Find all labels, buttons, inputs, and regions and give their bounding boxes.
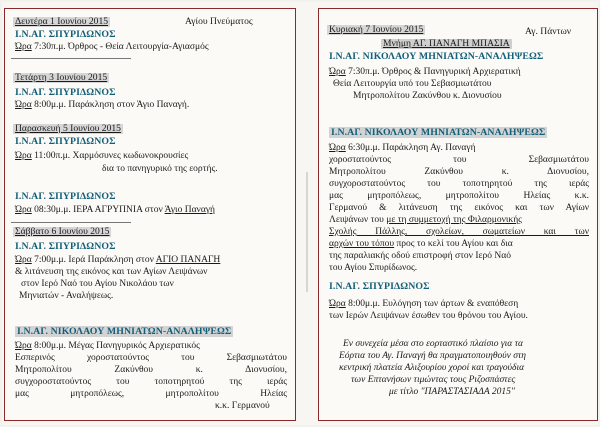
hour-label: Ώρα bbox=[329, 67, 346, 77]
schedule-line: Θεία Λειτουργία υπό του Σεβασμιωτάτου bbox=[333, 79, 492, 89]
hour-label: Ώρα bbox=[15, 255, 32, 265]
schedule-line: Ώρα 8:00μ.μ. Ευλόγηση των άρτων & εναπόθεση bbox=[329, 299, 519, 309]
schedule-line: Σχολής Πάλλης, σχολείων, σωματείων και των bbox=[329, 227, 589, 237]
schedule-line: Ώρα 7:30π.μ. Όρθρος & Πανηγυρική Αρχιερατική bbox=[329, 67, 521, 77]
schedule-line: Μηνιατών - Αναλήψεως. bbox=[19, 291, 114, 301]
closing-line: Εόρτια του Αγ. Παναγή θα πραγματοποιηθούν στη bbox=[339, 351, 526, 361]
schedule-line: συγχοροστατούντος του τοποτηρητού της ιεράς bbox=[329, 179, 589, 189]
church-name: Ι.Ν.ΑΓ. ΝΙΚΟΛΑΟΥ ΜΗΝΙΑΤΩΝ-ΑΝΑΛΗΨΕΩΣ bbox=[17, 326, 232, 337]
closing-line: Εν συνεχεία μέσα στο εορταστικό πλαίσιο για τα bbox=[343, 339, 524, 349]
schedule-line: Μητροπολίτου Ζακύνθου κ. Διονυσίου bbox=[353, 91, 502, 101]
schedule-line: Ώρα 8:00μ.μ. Μέγας Πανηγυρικός Αρχιερατικός bbox=[15, 341, 200, 351]
feast-name: Αγίου Πνεύματος bbox=[185, 16, 253, 27]
schedule-line: Ώρα 8:00μ.μ. Παράκληση στον Άγιο Παναγή. bbox=[15, 100, 190, 110]
schedule-line: Μητροπολίτου Ζακύνθου κ. Διονυσίου, bbox=[329, 167, 589, 177]
schedule-line: των Ιερών Λειψάνων έσωθεν του θρόνου του Αγίου. bbox=[329, 311, 528, 321]
memory-heading: Μνήμη ΑΓ. ΠΑΝΑΓΗ ΜΠΑΣΙΑ bbox=[383, 38, 510, 49]
church-name: Ι.Ν.ΑΓ. ΝΙΚΟΛΑΟΥ ΜΗΝΙΑΤΩΝ-ΑΝΑΛΗΨΕΩΣ bbox=[331, 127, 546, 138]
program-sheet bbox=[2, 2, 598, 425]
fold-mark bbox=[299, 172, 315, 292]
schedule-line: στον Ιερό Ναό του Αγίου Νικολάου των bbox=[21, 279, 174, 289]
schedule-line: του Αγίου Σπυρίδωνος. bbox=[329, 263, 418, 273]
schedule-line: κ.κ. Γερμανού bbox=[215, 401, 270, 411]
schedule-line: Γερμανού & λιτάνευση της εικόνος και των Αγίων bbox=[329, 203, 589, 213]
church-name: Ι.Ν.ΑΓ. ΝΙΚΟΛΑΟΥ ΜΗΝΙΑΤΩΝ-ΑΝΑΛΗΨΕΩΣ bbox=[329, 51, 544, 62]
hour-label: Ώρα bbox=[329, 143, 346, 153]
date-heading: Παρασκευή 5 Ιουνίου 2015 bbox=[15, 123, 121, 134]
left-program-panel bbox=[4, 8, 296, 421]
closing-line: με τίτλο "ΠΑΡΑΣΤΑΣΙΑΔΑ 2015" bbox=[389, 387, 515, 397]
schedule-line: μας μητροπόλεως, μητροπολίτου Ηλείας κ.κ. bbox=[329, 191, 589, 201]
date-heading: Κυριακή 7 Ιουνίου 2015 bbox=[329, 24, 424, 35]
schedule-line: της παραλιακής οδού επιστροφή στον Ιερό Ναό bbox=[329, 251, 511, 261]
date-heading: Τετάρτη 3 Ιουνίου 2015 bbox=[15, 72, 108, 83]
schedule-line: μας μητροπόλεως, μητροπολίτου Ηλείας bbox=[15, 389, 287, 399]
feast-name: Αγ. Πάντων bbox=[525, 26, 572, 37]
church-name: Ι.Ν.ΑΓ. ΣΠΥΡΙΔΩΝΟΣ bbox=[15, 191, 116, 202]
church-name: Ι.Ν.ΑΓ. ΣΠΥΡΙΔΩΝΟΣ bbox=[15, 87, 116, 98]
schedule-line: αρχών του τόπου προς το κελί του Αγίου και δια bbox=[329, 239, 513, 249]
closing-line: των Επτανήσων τιμώντας τους Ριζοσπάστες bbox=[351, 375, 516, 385]
schedule-line: Ώρα 11:00π.μ. Χαρμόσυνες κωδωνοκρουσίες bbox=[15, 151, 189, 161]
schedule-line: Λειψάνων του με τη συμμετοχή της Φιλαρμονικής bbox=[329, 215, 522, 225]
divider bbox=[11, 58, 131, 59]
right-program-panel bbox=[318, 8, 598, 421]
hour-label: Ώρα bbox=[15, 42, 32, 52]
schedule-line: Ώρα 08:30μ.μ. ΙΕΡΑ ΑΓΡΥΠΝΙΑ στον Άγιο Παναγή bbox=[15, 205, 215, 215]
hour-label: Ώρα bbox=[15, 205, 32, 215]
hour-label: Ώρα bbox=[329, 299, 346, 309]
date-heading: Σάββατο 6 Ιουνίου 2015 bbox=[15, 226, 110, 237]
hour-label: Ώρα bbox=[15, 151, 32, 161]
date-heading: Δευτέρα 1 Ιουνίου 2015 bbox=[15, 16, 109, 27]
schedule-line: Εσπερινός χοροστατούντος του Σεβασμιωτάτου bbox=[15, 353, 287, 363]
schedule-line: χοροστατούντος του Σεβασμιωτάτου bbox=[329, 155, 589, 165]
church-name: Ι.Ν.ΑΓ. ΣΠΥΡΙΔΩΝΟΣ bbox=[15, 241, 116, 252]
closing-line: κεντρική πλατεία Αλιξουρίου χοροί και τραγούδια bbox=[339, 363, 525, 373]
schedule-line: Ώρα 7:00μ.μ. Ιερά Παράκληση στον ΑΓΙΟ ΠΑΝΑΓΗ bbox=[15, 255, 221, 265]
schedule-line: Μητροπολίτου Ζακύνθου κ. Διονυσίου, bbox=[15, 365, 287, 375]
schedule-line: Ώρα 7:30π.μ. Όρθρος - Θεία Λειτουργία-Αγιασμός bbox=[15, 42, 209, 52]
schedule-line: & λιτάνευση της εικόνος και των Αγίων Λειψάνων bbox=[15, 267, 208, 277]
schedule-line: συγχοροστατούντος του τοποτηρητού της ιεράς bbox=[15, 377, 287, 387]
hour-label: Ώρα bbox=[15, 100, 32, 110]
church-name: Ι.Ν.ΑΓ. ΣΠΥΡΙΔΩΝΟΣ bbox=[329, 281, 430, 292]
schedule-line: Ώρα 6:30μ.μ. Παράκληση Αγ. Παναγή bbox=[329, 143, 476, 153]
church-name: Ι.Ν.ΑΓ. ΣΠΥΡΙΔΩΝΟΣ bbox=[15, 136, 116, 147]
divider bbox=[11, 222, 131, 223]
hour-label: Ώρα bbox=[15, 341, 32, 351]
church-name: Ι.Ν.ΑΓ. ΣΠΥΡΙΔΩΝΟΣ bbox=[15, 29, 116, 40]
schedule-line-cont: δια το πανηγυρικό της εορτής. bbox=[102, 164, 218, 174]
